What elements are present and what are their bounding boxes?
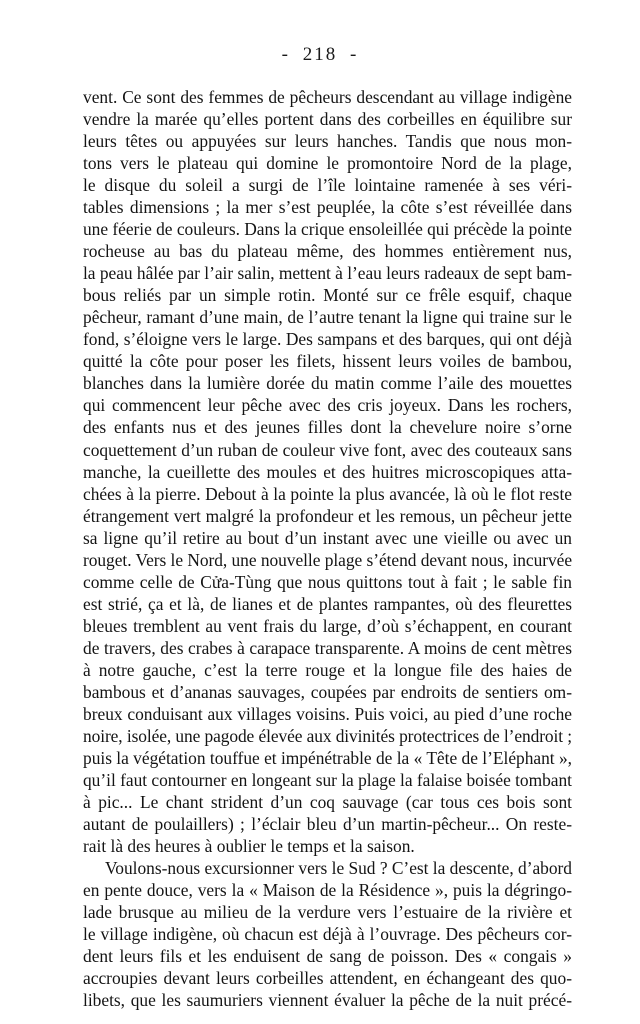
text-line: qui commencent leur pêche avec des cris joyeux. Dans les rochers, (83, 395, 572, 416)
text-line: comme celle de Cửa-Tùng que nous quittons tout à fait ; le sable fin (83, 571, 572, 592)
text-line: en pente douce, vers la « Maison de la Résidence », puis la dégringo- (83, 880, 572, 901)
text-line: puis la végétation touffue et impénétrable de la « Tête de l’Eléphant », (83, 747, 572, 768)
text-line: accroupies devant leurs corbeilles attendent, en échangeant des quo- (83, 968, 572, 989)
text-line: vendre la marée qu’elles portent dans des corbeilles en équilibre sur (83, 109, 572, 130)
text-line: de travers, des crabes à carapace transparente. A moins de cent mètres (83, 637, 572, 658)
text-line: leurs têtes ou appuyées sur leurs hanches. Tandis que nous mon- (83, 131, 572, 152)
text-line: vent. Ce sont des femmes de pêcheurs descendant au village indigène (83, 87, 572, 107)
text-line: à notre gauche, c’est la terre rouge et la longue file des haies de (83, 659, 572, 680)
text-line: breux conduisant aux villages voisins. Puis voici, au pied d’une roche (83, 703, 572, 724)
text-line: la peau hâlée par l’air salin, mettent à l’eau leurs radeaux de sept bam- (83, 263, 572, 284)
text-line: blanches dans la lumière dorée du matin comme l’aile des mouettes (83, 373, 572, 394)
text-line: rocheuse au bas du plateau même, des hommes entièrement nus, (83, 241, 572, 262)
text-line: rouget. Vers le Nord, une nouvelle plage s’étend devant nous, incurvée (83, 549, 572, 570)
text-line: bleues tremblent au vent frais du large, d’où s’échappent, en courant (83, 615, 572, 636)
text-line: qu’il faut contourner en longeant sur la plage la falaise boisée tombant (83, 769, 572, 790)
text-line: coquettement d’un ruban de couleur vive font, avec des couteaux sans (83, 439, 572, 460)
page-number: - 218 - (281, 44, 359, 65)
text-line: noire, isolée, une pagode élevée aux divinités protectrices de l’endroit ; (83, 725, 573, 746)
text-line: autant de poulaillers) ; l’éclair bleu d’un martin-pêcheur... On reste- (83, 814, 572, 835)
text-line: sa ligne qu’il retire au bout d’un instant avec une vieille ou avec un (83, 527, 572, 548)
text-line: des enfants nus et des jeunes filles dont la chevelure noire s’orne (83, 417, 572, 438)
body-text (83, 86, 572, 1011)
text-line: tons vers le plateau qui domine le promontoire Nord de la plage, (83, 153, 572, 174)
text-line: une féerie de couleurs. Dans la crique ensoleillée qui précède la pointe (83, 219, 572, 240)
text-line: dent leurs fils et les enduisent de sang de poisson. Des « congais » (83, 946, 572, 967)
text-line: quitté la côte pour poser les filets, hissent leurs voiles de bambou, (83, 351, 572, 372)
text-line: à pic... Le chant strident d’un coq sauvage (car tous ces bois sont (83, 792, 572, 812)
text-line: pêcheur, ramant d’une main, de l’autre tenant la ligne qui traine sur le (83, 307, 572, 328)
text-line: libets, que les saumuriers viennent évaluer la pêche de la nuit précé- (83, 990, 572, 1011)
text-line: le disque du soleil a surgi de l’île lointaine ramenée à ses véri- (83, 175, 572, 196)
text-line: est strié, ça et là, de lianes et de plantes rampantes, où des fleurettes (83, 593, 572, 614)
text-line: fond, s’éloigne vers le large. Des sampans et des barques, qui ont déjà (83, 329, 572, 350)
text-line: tables dimensions ; la mer s’est peuplée, la côte s’est réveillée dans (83, 197, 572, 218)
text-line: chées à la pierre. Debout à la pointe la plus avancée, là où le flot reste (83, 483, 572, 504)
text-line: le village indigène, où chacun est déjà à l’ouvrage. Des pêcheurs cor- (83, 924, 572, 945)
text-line: étrangement vert malgré la profondeur et les remous, un pêcheur jette (83, 505, 572, 526)
text-line: bambous et d’ananas sauvages, coupées par endroits de sentiers om- (83, 681, 572, 702)
text-line: bous reliés par un simple rotin. Monté sur ce frêle esquif, chaque (83, 285, 572, 306)
paragraph-start-line: Voulons-nous excursionner vers le Sud ? C’est la descente, d’abord (105, 858, 572, 879)
text-line: manche, la cueillette des moules et des huitres microscopiques atta- (83, 461, 572, 482)
text-line: rait là des heures à oublier le temps et la saison. (83, 836, 415, 857)
text-line: lade brusque au milieu de la verdure vers l’estuaire de la rivière et (83, 902, 572, 923)
